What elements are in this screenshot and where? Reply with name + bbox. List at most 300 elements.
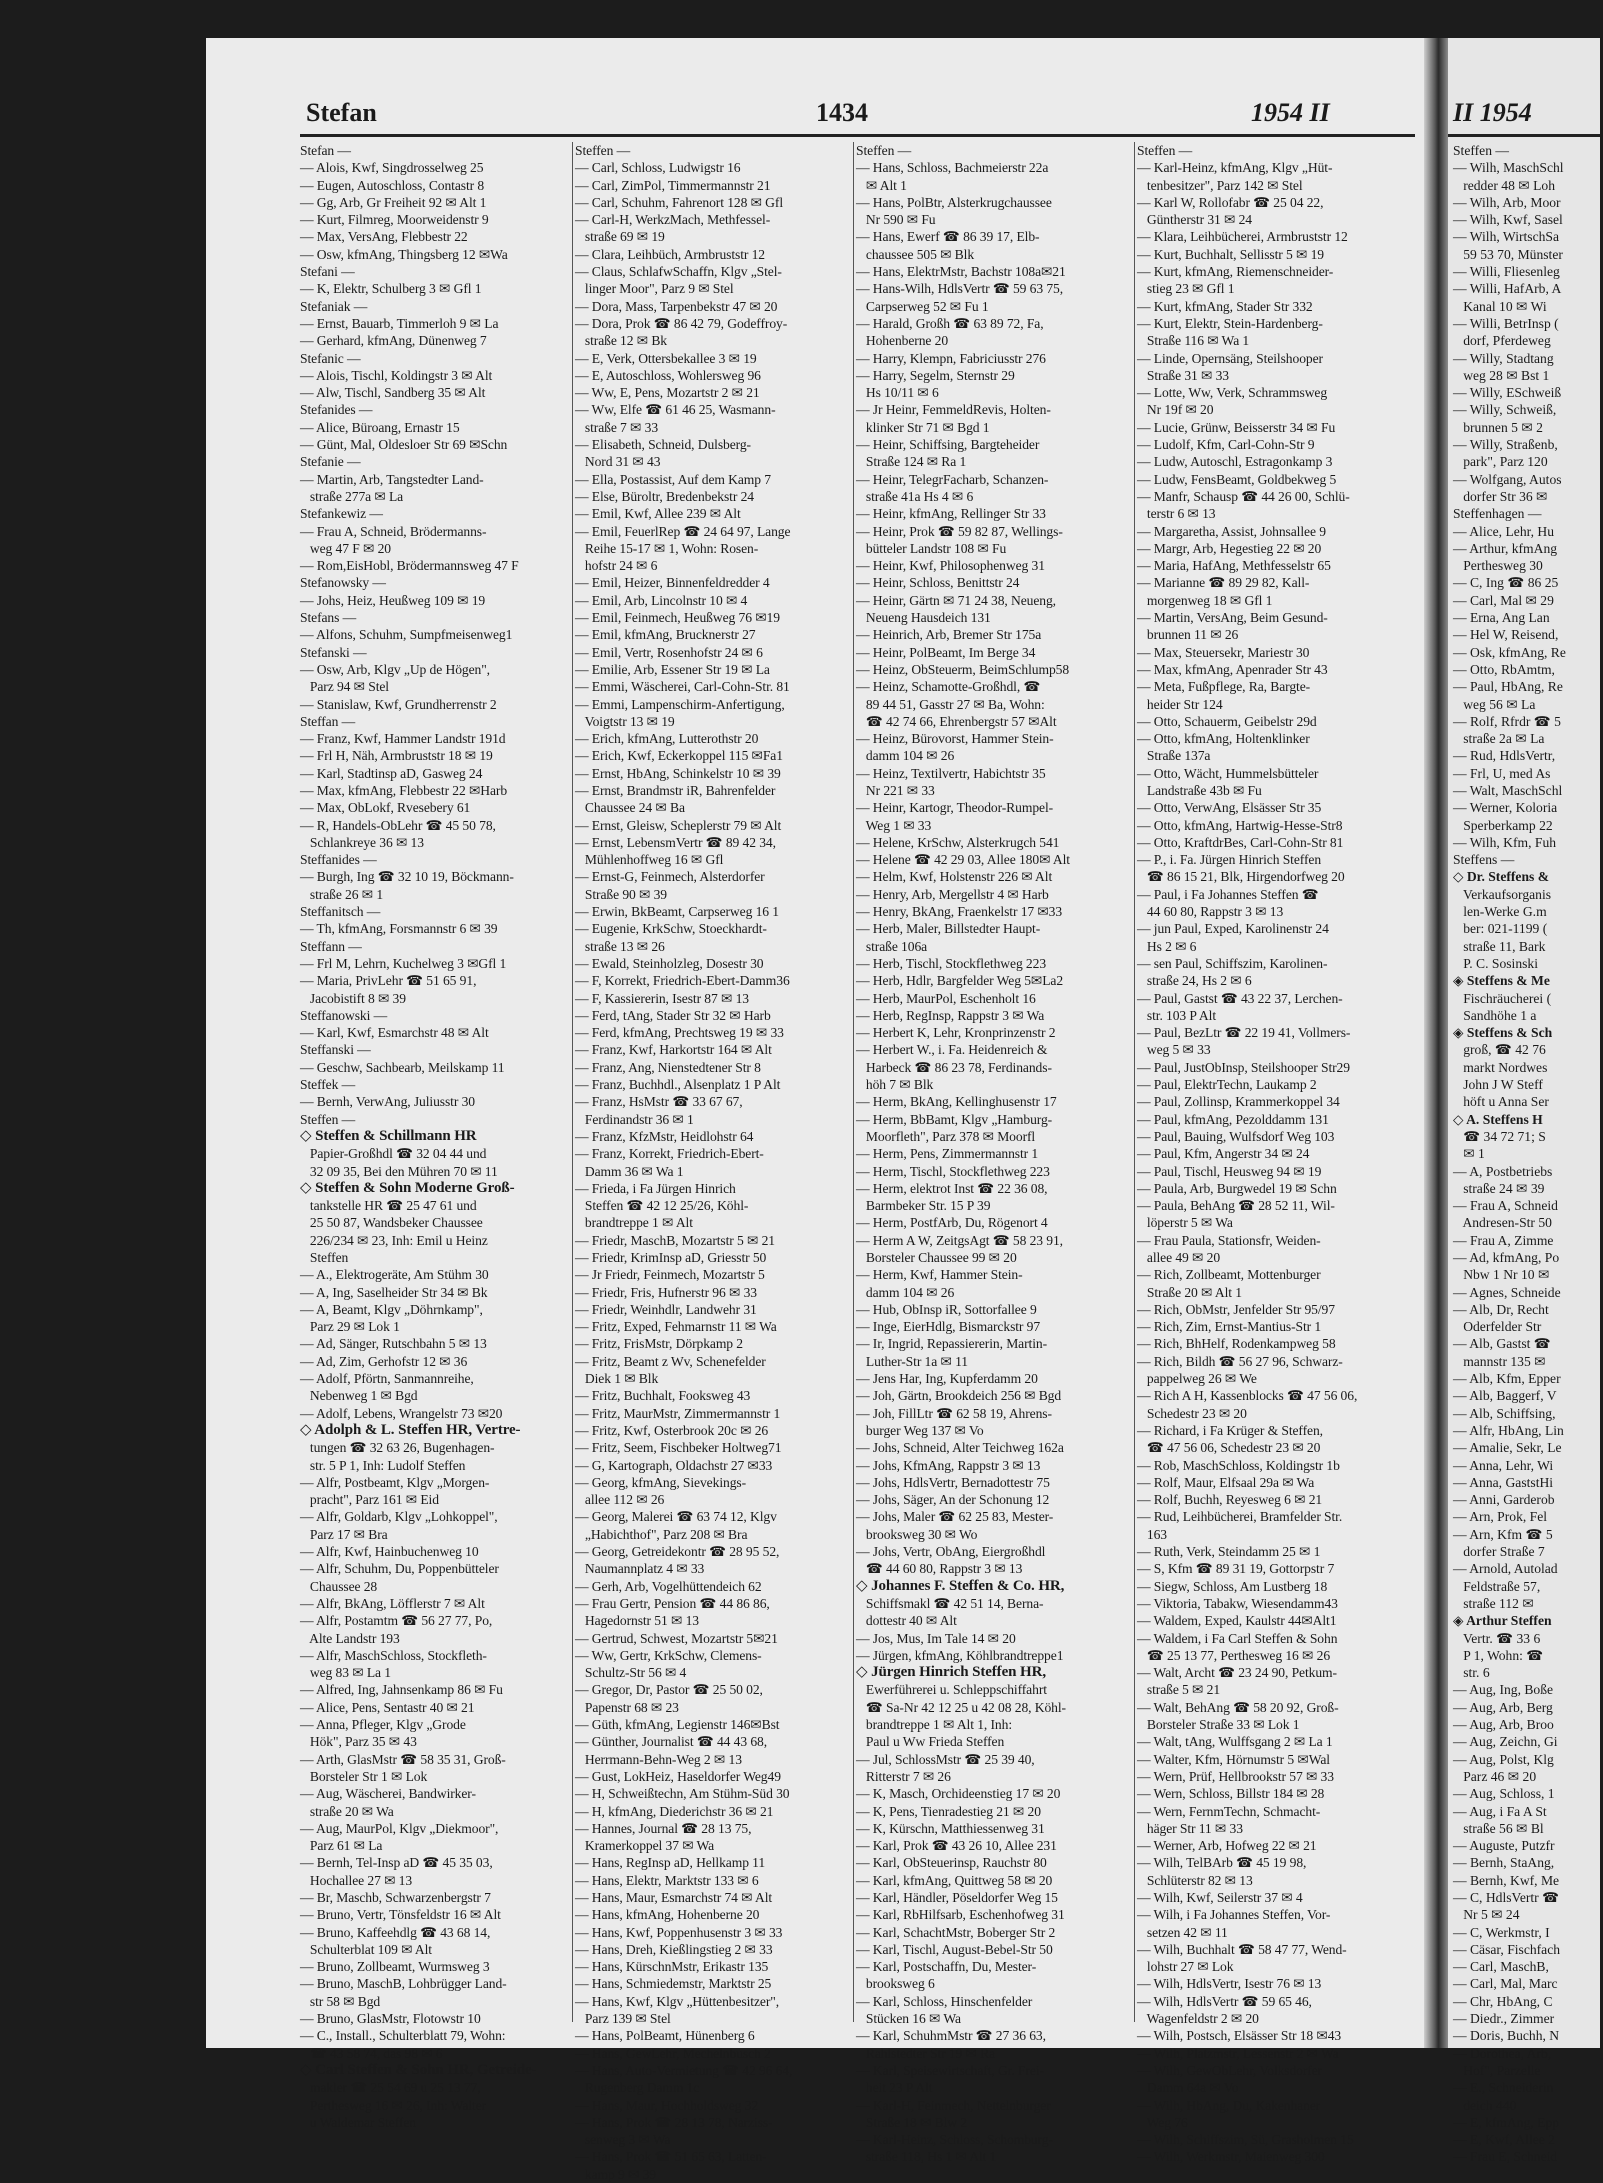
- directory-entry-line: — Max, kfmAng, Apenrader Str 43: [1137, 661, 1328, 677]
- facing-entry-line: — A, Postbetriebs: [1453, 1163, 1553, 1179]
- directory-entry-line: — Carl-H, WerkzMach, Methfessel-: [575, 212, 771, 228]
- directory-entry-line: — Bruno, Zollbeamt, Wurmsweg 3: [300, 1959, 490, 1975]
- directory-entry-line: — Ernst, Bauarb, Timmerloh 9 ✉ La: [300, 315, 499, 331]
- facing-entry-line: ◈ Steffens & Me: [1453, 973, 1550, 989]
- column-1: [300, 142, 610, 2130]
- directory-entry-line: — Hans, Kwf, Poppenhusenstr 3 ✉ 33: [575, 1924, 783, 1940]
- directory-entry-line: Schultz-Str 56 ✉ 4: [575, 1665, 687, 1681]
- directory-entry-line: Herrmann-Behn-Weg 2 ✉ 13: [575, 1751, 742, 1767]
- directory-entry-line: — Wilh, GewObLehr, Volksdorfer: [1137, 2062, 1323, 2078]
- directory-entry-line: — Alice, Pens, Sentastr 40 ✉ 21: [300, 1699, 475, 1715]
- directory-entry-line: ◇ Adolph & L. Steffen HR, Vertre-: [300, 1421, 521, 1438]
- directory-entry-line: — K, Masch, Orchideenstieg 17 ✉ 20: [856, 1786, 1061, 1802]
- facing-entry-line: — Willy, Straßenb,: [1453, 437, 1558, 453]
- directory-entry-line: — Marianne ☎ 89 29 82, Kall-: [1137, 575, 1310, 591]
- facing-entry-line: — Anni, Garderob: [1453, 1492, 1555, 1508]
- directory-entry-line: brooksweg 30 ✉ Wo: [856, 1526, 978, 1542]
- directory-entry-line: — Karl-Heinz, kfmAng, Klgv „Hüt-: [1137, 160, 1333, 176]
- directory-entry-line: Stefanides —: [300, 402, 373, 418]
- facing-entry-line: Feldstraße 57,: [1453, 1578, 1541, 1594]
- directory-entry-line: Barmbeker Str. 15 P 39: [856, 1198, 991, 1214]
- facing-header-rule: [1448, 134, 1600, 137]
- directory-entry-line: — Friedr, KrimInsp aD, Griesstr 50: [575, 1250, 767, 1265]
- directory-entry-line: — Herm, BbBamt, Klgv „Hamburg-: [856, 1111, 1053, 1127]
- directory-entry-line: Papier-Großhdl ☎ 32 04 44 und: [300, 1146, 487, 1162]
- directory-entry-line: — Rom,EisHobl, Brödermannsweg 47 F: [300, 558, 519, 574]
- directory-entry-line: Parz 61 ✉ La: [300, 1838, 383, 1854]
- directory-entry-line: — Günt, Mal, Oldesloer Str 69 ✉Schn: [300, 437, 508, 453]
- directory-entry-line: — Meta, Fußpflege, Ra, Bargte-: [1137, 679, 1311, 695]
- directory-entry-line: str 58 ✉ Bgd: [300, 1993, 381, 2009]
- facing-page: [1448, 38, 1600, 2165]
- directory-entry-line: ◇ Johannes F. Steffen & Co. HR,: [856, 1577, 1065, 1594]
- directory-entry-line: — Joh, Gärtn, Brookdeich 256 ✉ Bgd: [856, 1388, 1062, 1404]
- directory-entry-line: Steffan —: [300, 713, 356, 729]
- facing-entry-line: — Frau A, Schneid: [1453, 1198, 1558, 1214]
- directory-entry-line: — Georg, Malerei ☎ 63 74 12, Klgv: [575, 1509, 777, 1525]
- directory-entry-line: — Wilh, HbAng, Du, Kakenhaner: [1137, 2097, 1321, 2113]
- directory-entry-line: — Henry, BkAng, Fraenkelstr 17 ✉33: [856, 904, 1063, 920]
- directory-entry-line: — Karl, ObSteuerinsp, Rauchstr 80: [856, 1855, 1047, 1871]
- directory-entry-line: — Heinz, Schamotte-Großhdl, ☎: [856, 679, 1041, 695]
- directory-entry-line: — Ww, Gertr, KrkSchw, Clemens-: [575, 1647, 762, 1663]
- directory-entry-line: — Hans, Elektr, Marktstr 133 ✉ 6: [575, 1872, 759, 1888]
- directory-entry-line: — H, Schweißtechn, Am Stühm-Süd 30: [575, 1786, 790, 1802]
- facing-entry-line: ✉ 1: [1453, 1146, 1485, 1162]
- directory-entry-line: — Emil, Feinmech, Heußweg 76 ✉19: [575, 610, 780, 626]
- directory-entry-line: — Jens Har, Ing, Kupferdamm 20: [856, 1371, 1038, 1387]
- directory-entry-line: — Ad, Zim, Gerhofstr 12 ✉ 36: [300, 1353, 468, 1369]
- directory-entry-line: — Paul, kfmAng, Pezolddamm 131: [1137, 1111, 1329, 1127]
- directory-entry-line: — Bernh, VerwAng, Juliusstr 30: [300, 1094, 475, 1110]
- facing-entry-line: — Erna, Ang Lan: [1453, 610, 1550, 626]
- directory-entry-line: straße 106a: [856, 938, 928, 954]
- facing-entry-line: — Frau E, Schneid: [1453, 2149, 1558, 2165]
- facing-entry-line: Parz 46 ✉ 20: [1453, 1768, 1537, 1784]
- directory-entry-line: — Ludw, FensBeamt, Goldbekweg 5: [1137, 471, 1337, 487]
- directory-entry-line: — Lotte, Ww, Verk, Schrammsweg: [1137, 385, 1328, 401]
- directory-entry-line: — Elisabeth, Schneid, Dulsberg-: [575, 437, 751, 453]
- facing-entry-line: — Arthur, kfmAng: [1453, 540, 1558, 556]
- directory-entry-line: 32 09 35, Bei den Mühren 70 ✉ 11: [300, 1163, 498, 1179]
- directory-entry-line: allee 112 ✉ 26: [575, 1492, 665, 1508]
- directory-entry-line: — Wilh, Platzmstr, Lessenstr 2 ✉ Wa: [1137, 2045, 1339, 2061]
- directory-entry-line: — Br, Maschb, Schwarzenbergstr 7: [300, 1889, 491, 1905]
- directory-entry-line: — Paul, JustObInsp, Steilshooper Str29: [1137, 1059, 1350, 1075]
- facing-entry-line: — Alb, Dr, Recht: [1453, 1301, 1549, 1317]
- directory-entry-line: — Alice, Büroang, Ernastr 15: [300, 419, 460, 435]
- directory-entry-line: Schedestr 23 ✉ 20: [1137, 1405, 1247, 1421]
- facing-entry-line: straße 112 ✉: [1453, 1595, 1534, 1611]
- directory-entry-line: — Ruth, Verk, Steindamm 25 ✉ 1: [1137, 1544, 1321, 1560]
- directory-entry-line: — Fritz, Exped, Fehmarnstr 11 ✉ Wa: [575, 1319, 777, 1335]
- directory-entry-line: — Hans, Dreh, Kießlingstieg 2 ✉ 33: [575, 1941, 773, 1957]
- directory-entry-line: Borsteler Str 1 ✉ Lok: [300, 1768, 428, 1784]
- facing-entry-line: Kanal 10 ✉ Wi: [1453, 298, 1547, 314]
- directory-entry-line: Rugenberg Damm 1c: [575, 2080, 700, 2096]
- facing-entry-line: — Aug, Arb, Broo: [1453, 1717, 1554, 1733]
- directory-entry-line: Parz 17 ✉ Bra: [300, 1526, 388, 1542]
- directory-entry-line: — Karl, SchuhmMstr ☎ 27 36 63,: [856, 2028, 1046, 2044]
- directory-entry-line: — Karl, Stadtinsp aD, Gasweg 24: [300, 765, 483, 781]
- directory-entry-line: Hs 2 ✉ 6: [1137, 938, 1197, 954]
- directory-entry-line: brandtreppe 1 ✉ Alt: [575, 1215, 693, 1231]
- directory-entry-line: — Karl, kfmAng, Quittweg 58 ✉ 20: [856, 1872, 1053, 1888]
- directory-entry-line: — Karl, Tischl, August-Bebel-Str 50: [856, 1941, 1053, 1957]
- directory-entry-line: — Franz, Kwf, Hammer Landstr 191d: [300, 731, 506, 747]
- directory-entry-line: straße 7 ✉ 33: [575, 419, 659, 435]
- directory-entry-line: Nr 221 ✉ 33: [856, 782, 935, 798]
- directory-entry-line: — Linde, Opernsäng, Steilshooper: [1137, 350, 1323, 366]
- directory-entry-line: Steffen ☎ 42 12 25/26, Köhl-: [575, 1198, 749, 1214]
- facing-entry-line: ◇ Dr. Steffens &: [1453, 869, 1550, 885]
- directory-entry-line: straße 24, Hs 2 ✉ 6: [1137, 973, 1252, 989]
- directory-entry-line: — Güth, kfmAng, Legienstr 146✉Bst: [575, 1717, 780, 1733]
- directory-entry-line: straße 41a Hs 4 ✉ 6: [856, 488, 974, 504]
- directory-entry-line: — Johs, KfmAng, Rappstr 3 ✉ 13: [856, 1457, 1041, 1473]
- directory-entry-line: — Ernst, Gleisw, Scheplerstr 79 ✉ Alt: [575, 817, 782, 833]
- directory-entry-line: — Max, ObLokf, Rvesebery 61: [300, 800, 471, 816]
- facing-entry-line: Nbw 1 Nr 10 ✉: [1453, 1267, 1550, 1283]
- directory-entry-line: — Rich, Zim, Ernst-Mantius-Str 1: [1137, 1319, 1322, 1335]
- directory-entry-line: — Otto, KraftdrBes, Carl-Cohn-Str 81: [1137, 834, 1344, 850]
- facing-entry-line: brunnen 5 ✉ 2: [1453, 419, 1543, 435]
- directory-entry-line: Damm 64a ✉ Vo: [1137, 2080, 1239, 2096]
- directory-entry-line: Neueng Hausdeich 131: [856, 610, 991, 626]
- column-divider: [572, 142, 573, 2022]
- directory-entry-line: — Paul, Tischl, Heusweg 94 ✉ 19: [1137, 1163, 1322, 1179]
- directory-entry-line: Straße 124 ✉ Ra 1: [856, 454, 967, 470]
- facing-entry-line: — Rolf, Rfrdr ☎ 5: [1453, 713, 1561, 729]
- directory-entry-line: — Alois, Tischl, Koldingstr 3 ✉ Alt: [300, 367, 493, 383]
- directory-entry-line: Weg 1 ✉ 33: [856, 817, 932, 833]
- directory-entry-line: — Carl, ZimPol, Timmermannstr 21: [575, 177, 771, 193]
- directory-entry-line: linger Moor", Parz 9 ✉ Stel: [575, 281, 734, 297]
- directory-entry-line: — Wilh, HdlsVertr, Isestr 76 ✉ 13: [1137, 1976, 1322, 1992]
- directory-entry-line: — Hans, PolBtr, Alsterkrugchaussee: [856, 194, 1052, 210]
- directory-entry-line: — Heinz, Textilvertr, Habichtstr 35: [856, 765, 1046, 781]
- directory-entry-line: — Karl, Händler, Pöseldorfer Weg 15: [856, 1889, 1058, 1905]
- facing-entry-line: ◈ Steffens & Sch: [1453, 1025, 1553, 1041]
- facing-entry-line: Perthesweg 30: [1453, 558, 1543, 574]
- directory-entry-line: — Franz, Buchhdl., Alsenplatz 1 P Alt: [575, 1077, 781, 1093]
- directory-entry-line: — Ir, Ingrid, Repassiererin, Martin-: [856, 1336, 1048, 1352]
- directory-entry-line: — Helene, KrSchw, Alsterkrugch 541: [856, 834, 1060, 850]
- facing-entry-line: — Alb, Kfm, Epper: [1453, 1371, 1561, 1387]
- directory-entry-line: — Frau Gertr, Pension ☎ 44 86 86,: [575, 1595, 770, 1611]
- directory-entry-line: Hök", Parz 35 ✉ 43: [300, 1734, 417, 1750]
- facing-entry-line: ☎ 34 72 71; S: [1453, 1128, 1546, 1144]
- facing-entry-line: — Arn, Kfm ☎ 5: [1453, 1526, 1553, 1542]
- directory-entry-line: — Walter, Kfm, Hörnumstr 5 ✉Wal: [1137, 1751, 1330, 1767]
- directory-entry-line: — Herm, Kwf, Hammer Stein-: [856, 1267, 1023, 1283]
- directory-entry-line: — Hans, Schmiedemstr, Marktstr 25: [575, 1976, 772, 1992]
- directory-entry-line: — Alfr, Postbeamt, Klgv „Morgen-: [300, 1474, 490, 1490]
- directory-entry-line: — Jr Heinr, FemmeldRevis, Holten-: [856, 402, 1051, 418]
- directory-entry-line: — Franz, HsMstr ☎ 33 67 67,: [575, 1094, 743, 1110]
- directory-entry-line: — Rob, MaschSchloss, Koldingstr 1b: [1137, 1457, 1340, 1473]
- directory-entry-line: — Kurt, Elektr, Stein-Hardenberg-: [1137, 315, 1323, 331]
- directory-entry-line: — E, Verk, Ottersbekallee 3 ✉ 19: [575, 350, 757, 366]
- directory-entry-line: — Heinz, ObSteuerm, BeimSchlump58: [856, 661, 1070, 677]
- directory-entry-line: — K, Kürschn, Matthiessenweg 31: [856, 1820, 1045, 1836]
- directory-entry-line: — Johs, Vertr, ObAng, Eiergroßhdl: [856, 1544, 1046, 1560]
- directory-entry-line: — Karl-Heinz, Schloss, Schomburg-: [856, 2132, 1053, 2148]
- directory-entry-line: löperstr 5 ✉ Wa: [1137, 1215, 1233, 1231]
- directory-entry-line: — Herm, Pens, Zimmermannstr 1: [856, 1146, 1039, 1162]
- directory-entry-line: — Frieda, i Fa Jürgen Hinrich: [575, 1180, 736, 1196]
- facing-entry-line: — Wilh, WirtschSa: [1453, 229, 1560, 245]
- directory-entry-line: Steffanides —: [300, 852, 377, 868]
- facing-entry-line: Nr 5 ✉ 24: [1453, 1907, 1520, 1923]
- facing-entry-line: — Wolfgang, Autos: [1453, 471, 1562, 487]
- directory-entry-line: ◇ Steffen & Schillmann HR: [300, 1127, 477, 1144]
- directory-entry-line: Parz 29 ✉ Lok 1: [300, 1319, 400, 1335]
- directory-entry-line: Steffanski —: [300, 1042, 371, 1058]
- facing-entry-line: dorfer Straße 7: [1453, 1544, 1545, 1560]
- directory-entry-line: — Anna, Pfleger, Klgv „Grode: [300, 1717, 466, 1733]
- directory-entry-line: Alte Landstr 193: [300, 1630, 400, 1646]
- directory-entry-line: — Paul, BezLtr ☎ 22 19 41, Vollmers-: [1137, 1025, 1351, 1041]
- directory-entry-line: — Frl H, Näh, Armbruststr 18 ✉ 19: [300, 748, 493, 764]
- facing-entry-line: — Alb, Schiffsing,: [1453, 1405, 1556, 1421]
- directory-entry-line: — Bernh, Tel-Insp aD ☎ 45 35 03,: [300, 1855, 493, 1871]
- directory-entry-line: — Adolf, Pförtn, Sanmannreihe,: [300, 1371, 474, 1387]
- directory-entry-line: — Max, kfmAng, Flebbestr 22 ✉Harb: [300, 782, 508, 798]
- directory-entry-line: — Otto, Wächt, Hummelsbütteler: [1137, 765, 1319, 781]
- facing-entry-line: Oderfelder Str: [1453, 1319, 1542, 1335]
- directory-entry-line: — Frl M, Lehrn, Kuchelweg 3 ✉Gfl 1: [300, 955, 507, 971]
- directory-entry-line: — A., Elektrogeräte, Am Stühm 30: [300, 1267, 489, 1283]
- directory-entry-line: — Heinrich, Arb, Bremer Str 175a: [856, 627, 1042, 643]
- directory-entry-line: — Hans-Wilh, HdlsVertr ☎ 59 63 75,: [856, 281, 1064, 297]
- directory-entry-line: — K, Elektr, Schulberg 3 ✉ Gfl 1: [300, 281, 482, 297]
- directory-entry-line: dottestr 40 ✉ Alt: [856, 1613, 957, 1629]
- facing-entry-line: — Arn, Prok, Fel: [1453, 1509, 1548, 1525]
- facing-entry-line: — E, Kwf, Allee 2: [1453, 2132, 1555, 2148]
- directory-entry-line: — Werner, Arb, Hofweg 22 ✉ 21: [1137, 1838, 1317, 1854]
- directory-entry-line: — Heinr, TelegrFacharb, Schanzen-: [856, 471, 1049, 487]
- facing-entry-line: Steffens —: [1453, 852, 1515, 868]
- directory-entry-line: 226/234 ✉ 23, Inh: Emil u Heinz: [300, 1232, 488, 1248]
- directory-entry-line: höh 7 ✉ Blk: [856, 1077, 934, 1093]
- directory-entry-line: Straße 90 ✉ 39: [575, 886, 667, 902]
- directory-entry-line: Ewerführerei u. Schleppschiffahrt: [856, 1682, 1047, 1698]
- directory-entry-line: — Osw, kfmAng, Thingsberg 12 ✉Wa: [300, 246, 508, 262]
- directory-entry-line: — Rolf, Buchh, Reyesweg 6 ✉ 21: [1137, 1492, 1323, 1508]
- facing-running-head: II 1954: [1453, 98, 1532, 127]
- directory-entry-line: — Wilh, Kwf, Seilerstr 37 ✉ 4: [1137, 1889, 1303, 1905]
- directory-entry-line: — Friedr, Fris, Hufnerstr 96 ✉ 33: [575, 1284, 757, 1300]
- directory-entry-line: Schlankreye 36 ✉ 13: [300, 834, 424, 850]
- directory-entry-line: — Johs, Schneid, Alter Teichweg 162a: [856, 1440, 1064, 1456]
- directory-entry-line: ◇ Carl Steffen & Sohn HR, Getreide-: [300, 2061, 537, 2078]
- directory-entry-line: Stefan —: [300, 143, 351, 158]
- directory-entry-line: — Heinr, Schloss, Benittstr 24: [856, 575, 1020, 591]
- directory-entry-line: Papenstr 68 ✉ 23: [575, 1699, 679, 1715]
- directory-entry-line: damm 104 ✉ 26: [856, 1284, 955, 1300]
- facing-entry-line: Andresen-Str 50: [1453, 1215, 1552, 1231]
- directory-entry-line: — Rich, Bildh ☎ 56 27 96, Schwarz-: [1137, 1353, 1343, 1369]
- directory-entry-line: — Karl, Postschaffn, Du, Mester-: [856, 1959, 1037, 1975]
- facing-entry-line: ◇ A. Steffens H: [1453, 1111, 1543, 1127]
- running-head-name: Stefan: [306, 98, 377, 127]
- directory-entry-line: — Alfr, Postamtm ☎ 56 27 77, Po,: [300, 1613, 493, 1629]
- facing-entry-line: — E, kfmAng, Epp: [1453, 2114, 1560, 2130]
- directory-entry-line: Steffek —: [300, 1077, 356, 1093]
- directory-entry-line: — Alfr, Kwf, Hainbuchenweg 10: [300, 1544, 479, 1560]
- directory-entry-line: — Herbert K, Lehr, Kronprinzenstr 2: [856, 1025, 1056, 1041]
- directory-entry-line: — F, Kassiererin, Isestr 87 ✉ 13: [575, 990, 749, 1006]
- facing-entry-line: — Bernh, Kwf, Me: [1453, 1872, 1560, 1888]
- facing-entry-line: — Arnold, Autolad: [1453, 1561, 1558, 1577]
- facing-entry-line: Steffen —: [1453, 143, 1510, 158]
- directory-entry-line: Wagenfeldstr 2 ✉ 20: [1137, 2011, 1259, 2027]
- directory-entry-line: Schlüterstr 82 ✉ 13: [1137, 1872, 1253, 1888]
- directory-entry-line: — Max, VersAng, Flebbestr 22: [300, 229, 468, 245]
- directory-entry-line: Nr 19f ✉ 20: [1137, 402, 1214, 418]
- directory-entry-line: Luther-Str 1a ✉ 11: [856, 1353, 968, 1369]
- facing-entry-line: — Ad, kfmAng, Po: [1453, 1250, 1560, 1265]
- directory-entry-line: — Else, Büroltr, Bredenbekstr 24: [575, 488, 754, 504]
- directory-entry-line: weg 83 ✉ La 1: [300, 1665, 391, 1681]
- directory-entry-line: — R, Handels-ObLehr ☎ 45 50 78,: [300, 817, 496, 833]
- directory-entry-line: — Paul, Zollinsp, Krammerkoppel 34: [1137, 1094, 1340, 1110]
- directory-entry-line: — Maria, PrivLehr ☎ 51 65 91,: [300, 973, 477, 989]
- directory-entry-line: — Hans, RegInsp aD, Hellkamp 11: [575, 1855, 766, 1871]
- directory-entry-line: — Ewald, Steinholzleg, Dosestr 30: [575, 955, 764, 971]
- directory-entry-line: Naumannplatz 4 ✉ 33: [575, 1561, 705, 1577]
- directory-entry-line: — Arth, GlasMstr ☎ 58 35 31, Groß-: [300, 1751, 506, 1767]
- directory-entry-line: — Waldem, Exped, Kaulstr 44✉Alt1: [1137, 1613, 1337, 1629]
- facing-entry-line: — Wilh, Kwf, Sasel: [1453, 212, 1563, 228]
- facing-entry-line: Sperberkamp 22: [1453, 817, 1553, 833]
- directory-entry-line: tankstelle HR ☎ 25 47 61 und: [300, 1198, 477, 1214]
- directory-entry-line: — Herb, MaurPol, Eschenholt 16: [856, 990, 1036, 1006]
- directory-entry-line: — Emil, kfmAng, Brucknerstr 27: [575, 627, 756, 643]
- directory-entry-line: — Adolf, Lebens, Wrangelstr 73 ✉20: [300, 1405, 503, 1421]
- directory-entry-line: — Hannes, Journal ☎ 28 13 75,: [575, 1820, 752, 1836]
- directory-entry-line: — Kurt, Buchhalt, Sellisstr 5 ✉ 19: [1137, 246, 1324, 262]
- directory-entry-line: — Heinr, Kartogr, Theodor-Rumpel-: [856, 800, 1054, 816]
- directory-entry-line: brandtreppe 1 ✉ Alt 1, Inh:: [856, 1717, 1013, 1733]
- directory-entry-line: — Alois, Kwf, Singdrosselweg 25: [300, 160, 484, 176]
- directory-entry-line: straße 277a ✉ La: [300, 488, 404, 504]
- facing-entry-line: — Alb, Gastst ☎: [1453, 1336, 1551, 1352]
- column-3: [856, 142, 1132, 2165]
- directory-entry-line: — Herm, elektrot Inst ☎ 22 36 08,: [856, 1180, 1048, 1196]
- directory-entry-line: Hochallee 27 ✉ 13: [300, 1872, 413, 1888]
- directory-entry-line: — Bruno, Kaffeehdlg ☎ 43 68 14,: [300, 1924, 491, 1940]
- directory-entry-line: Steffen —: [575, 143, 631, 158]
- directory-entry-line: — Heinr, PolBeamt, Im Berge 34: [856, 644, 1036, 660]
- directory-entry-line: Steffen —: [856, 143, 912, 158]
- directory-entry-line: straße 20 ✉ Wa: [300, 1803, 394, 1819]
- running-head-year: 1954 II: [1251, 98, 1330, 127]
- directory-entry-line: — Ww, Elfe ☎ 61 46 25, Wasmann-: [575, 402, 776, 418]
- directory-entry-line: — Gertrud, Schwest, Mozartstr 5✉21: [575, 1630, 778, 1646]
- directory-entry-line: — Wilh, TelBArb ☎ 45 19 98,: [1137, 1855, 1307, 1871]
- facing-entry-line: — Agnes, Schneide: [1453, 1284, 1561, 1300]
- directory-entry-line: — Walt, BehAng ☎ 58 20 92, Groß-: [1137, 1699, 1339, 1715]
- directory-entry-line: — Wilh, HdlsVertr ☎ 59 65 46,: [1137, 1993, 1312, 2009]
- directory-entry-line: — Emmi, Wäscherei, Carl-Cohn-Str. 81: [575, 679, 790, 695]
- facing-entry-line: — Aug, Zeichn, Gi: [1453, 1734, 1558, 1750]
- directory-entry-line: Damm 36 ✉ Wa 1: [575, 1163, 684, 1179]
- directory-entry-line: — Alfr, MaschSchloss, Stockfleth-: [300, 1647, 487, 1663]
- directory-entry-line: — Kurt, kfmAng, Stader Str 332: [1137, 298, 1313, 314]
- directory-entry-line: Stefanie —: [300, 454, 361, 470]
- directory-entry-line: — Jos, Mus, Im Tale 14 ✉ 20: [856, 1630, 1016, 1646]
- directory-entry-line: — Hans, Schloss, Bachmeierstr 22a: [856, 160, 1049, 176]
- directory-entry-line: Borsteler Chaussee 99 ✉ 20: [856, 1250, 1017, 1265]
- directory-entry-line: — Franz, Kwf, Harkortstr 164 ✉ Alt: [575, 1042, 772, 1058]
- facing-entry-line: — Frl, U, med As: [1453, 765, 1551, 781]
- directory-entry-line: ☎ 47 56 06, Schedestr 23 ✉ 20: [1137, 1440, 1321, 1456]
- directory-entry-line: — Paul, Bauing, Wulfsdorf Weg 103: [1137, 1128, 1335, 1144]
- directory-entry-line: ◇ Jürgen Hinrich Steffen HR,: [856, 1664, 1046, 1681]
- facing-entry-line: — Cäsar, Fischfach: [1453, 1941, 1561, 1957]
- directory-entry-line: — Karl, Speisewirtschaft, Gr. Frei-: [856, 2062, 1044, 2078]
- directory-entry-line: — Fritz, Kwf, Osterbrook 20c ✉ 26: [575, 1422, 769, 1438]
- directory-entry-line: Reihe 15-17 ✉ 1, Wohn: Rosen-: [575, 540, 759, 556]
- directory-entry-line: Ferdinandstr 36 ✉ 1: [575, 1111, 694, 1127]
- facing-entry-line: — Doris, Buchh, N: [1453, 2028, 1560, 2044]
- directory-entry-line: — Alfred, Ing, Jahnsenkamp 86 ✉ Fu: [300, 1682, 503, 1698]
- directory-entry-line: — Günther, Journalist ☎ 44 43 68,: [575, 1734, 768, 1750]
- directory-entry-line: Parz 94 ✉ Stel: [300, 679, 389, 695]
- facing-column: [1453, 142, 1603, 2165]
- facing-entry-line: dorf, Pferdeweg: [1453, 333, 1551, 349]
- directory-entry-line: — Paula, BehAng ☎ 28 52 11, Wil-: [1137, 1198, 1335, 1214]
- directory-entry-line: — C., Install., Schulterblatt 79, Wohn:: [300, 2028, 506, 2044]
- facing-entry-line: P. C. Sosinski: [1453, 955, 1538, 971]
- directory-entry-line: Steffen: [300, 1250, 349, 1265]
- directory-entry-line: — Fritz, Seem, Fischbeker Holtweg71: [575, 1440, 782, 1456]
- facing-entry-line: — Rud, HdlsVertr,: [1453, 748, 1556, 764]
- directory-entry-line: ☎ 43 58 74, das 98 ✉ 6: [300, 2045, 443, 2061]
- directory-entry-line: — Ferd, tAng, Stader Str 32 ✉ Harb: [575, 1007, 771, 1023]
- directory-entry-line: ◇ Steffen & Sohn Moderne Groß-: [300, 1179, 515, 1196]
- directory-entry-line: — Franz, Korrekt, Friedrich-Ebert-: [575, 1146, 764, 1162]
- facing-entry-line: — C, HdlsVertr ☎: [1453, 1889, 1560, 1905]
- directory-entry-line: — Eugen, Autoschloss, Contastr 8: [300, 177, 485, 193]
- directory-entry-line: — Hans, Prok ☎ 28 13 78, Narziss-: [575, 2114, 773, 2130]
- directory-entry-line: — Paula, Arb, Burgwedel 19 ✉ Schn: [1137, 1180, 1337, 1196]
- directory-entry-line: ☎ 44 60 80, Rappstr 3 ✉ 13: [856, 1561, 1023, 1577]
- directory-entry-line: Hagedornstr 51 ✉ 13: [575, 1613, 699, 1629]
- facing-entry-line: straße 24 ✉ 39: [1453, 1180, 1545, 1196]
- directory-entry-line: Steffanitsch —: [300, 904, 381, 920]
- directory-entry-line: kamp 9 ✉ 39: [575, 2166, 656, 2182]
- directory-entry-line: ☎ 25 13 77, Perthesweg 16 ✉ 26: [1137, 1647, 1331, 1663]
- directory-entry-line: — Ad, Sänger, Rutschbahn 5 ✉ 13: [300, 1336, 487, 1352]
- directory-entry-line: — E, Autoschloss, Wohlersweg 96: [575, 367, 761, 383]
- directory-entry-line: morgenweg 18 ✉ Gfl 1: [1137, 592, 1273, 608]
- directory-entry-line: — Lucie, Grünw, Beisserstr 34 ✉ Fu: [1137, 419, 1336, 435]
- directory-entry-line: 89 44 51, Gasstr 27 ✉ Ba, Wohn:: [856, 696, 1045, 712]
- directory-entry-line: bütteler Landstr 108 ✉ Fu: [856, 540, 1007, 556]
- directory-entry-line: Straße 18 ✉ Blw 2: [856, 2114, 967, 2130]
- directory-entry-line: — F, Korrekt, Friedrich-Ebert-Damm36: [575, 973, 790, 989]
- directory-entry-line: — Franz, Ang, Nienstedtener Str 8: [575, 1059, 761, 1075]
- facing-entry-line: mannstr 135 ✉: [1453, 1353, 1546, 1369]
- directory-entry-line: — Rich, Zollbeamt, Mottenburger: [1137, 1267, 1321, 1283]
- facing-entry-line: 59 53 70, Münster: [1453, 246, 1563, 262]
- directory-entry-line: — Friedr, Weinhdlr, Landwehr 31: [575, 1301, 757, 1317]
- facing-entry-line: — Frau A, Zimme: [1453, 1232, 1554, 1248]
- directory-entry-line: — Johs, Maler ☎ 62 25 83, Mester-: [856, 1509, 1054, 1525]
